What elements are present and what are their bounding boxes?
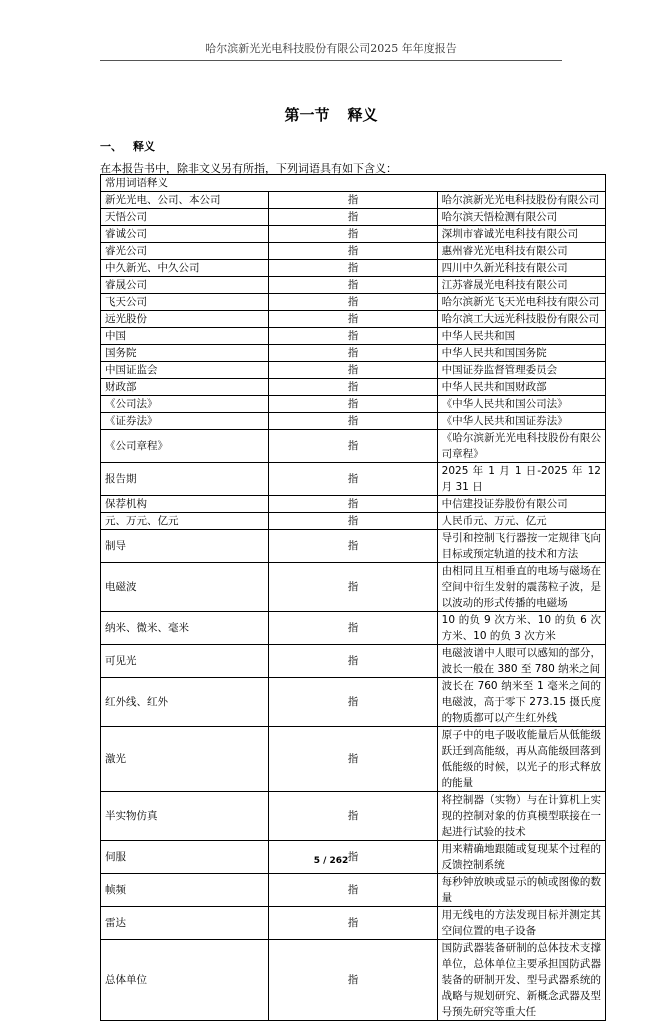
table-row xyxy=(101,792,606,841)
mid-cell: 指 xyxy=(269,612,437,645)
definition-cell: 江苏睿晟光电科技有限公司 xyxy=(437,277,605,294)
mid-cell: 指 xyxy=(269,345,437,362)
definition-cell: 波长在 760 纳米至 1 毫米之间的电磁波，高于零下 273.15 摄氏度的物质都可以产生红外线 xyxy=(437,678,605,727)
table-row xyxy=(101,260,606,277)
definition-cell: 哈尔滨天悟检测有限公司 xyxy=(437,209,605,226)
definition-cell: 中华人民共和国国务院 xyxy=(437,345,605,362)
table-row xyxy=(101,563,606,612)
term-cell: 《公司法》 xyxy=(101,396,269,413)
mid-cell: 指 xyxy=(269,645,437,678)
definition-cell: 中国证券监督管理委员会 xyxy=(437,362,605,379)
term-cell: 《证券法》 xyxy=(101,413,269,430)
term-cell: 雷达 xyxy=(101,907,269,940)
definition-cell: 《哈尔滨新光光电科技股份有限公司章程》 xyxy=(437,430,605,463)
definition-cell: 由相同且互相垂直的电场与磁场在空间中衍生发射的震荡粒子波，是以波动的形式传播的电磁场 xyxy=(437,563,605,612)
table-row xyxy=(101,413,606,430)
mid-cell: 指 xyxy=(269,841,437,874)
table-row xyxy=(101,277,606,294)
term-cell: 《公司章程》 xyxy=(101,430,269,463)
definition-cell: 10 的负 9 次方米、10 的负 6 次方米、10 的负 3 次方米 xyxy=(437,612,605,645)
term-cell: 国务院 xyxy=(101,345,269,362)
section-number: 第一节 xyxy=(284,106,330,124)
table-row xyxy=(101,874,606,907)
mid-cell: 指 xyxy=(269,413,437,430)
sub-heading-title: 释义 xyxy=(133,140,155,153)
table-row xyxy=(101,396,606,413)
table-row xyxy=(101,226,606,243)
section-title xyxy=(100,104,562,125)
definition-cell: 将控制器（实物）与在计算机上实现的控制对象的仿真模型联接在一起进行试验的技术 xyxy=(437,792,605,841)
term-cell: 半实物仿真 xyxy=(101,792,269,841)
page-number: 5 / 262 xyxy=(313,856,349,866)
term-cell: 电磁波 xyxy=(101,563,269,612)
mid-cell: 指 xyxy=(269,430,437,463)
table-header: 常用词语释义 xyxy=(101,175,606,192)
term-cell: 飞天公司 xyxy=(101,294,269,311)
definition-cell: 导引和控制飞行器按一定规律飞向目标或预定轨道的技术和方法 xyxy=(437,530,605,563)
definition-cell: 人民币元、万元、亿元 xyxy=(437,513,605,530)
mid-cell: 指 xyxy=(269,496,437,513)
table-row xyxy=(101,430,606,463)
mid-cell: 指 xyxy=(269,192,437,209)
term-cell: 可见光 xyxy=(101,645,269,678)
definitions-table xyxy=(100,174,606,1021)
definition-cell: 每秒钟放映或显示的帧或图像的数量 xyxy=(437,874,605,907)
table-row xyxy=(101,294,606,311)
definition-cell: 2025 年 1 月 1 日-2025 年 12 月 31 日 xyxy=(437,463,605,496)
term-cell: 红外线、红外 xyxy=(101,678,269,727)
term-cell: 睿诚公司 xyxy=(101,226,269,243)
table-row xyxy=(101,243,606,260)
definition-cell: 《中华人民共和国公司法》 xyxy=(437,396,605,413)
term-cell: 纳米、微米、毫米 xyxy=(101,612,269,645)
definition-cell: 深圳市睿诚光电科技有限公司 xyxy=(437,226,605,243)
mid-cell: 指 xyxy=(269,563,437,612)
definition-cell: 中华人民共和国 xyxy=(437,328,605,345)
mid-cell: 指 xyxy=(269,328,437,345)
table-row xyxy=(101,345,606,362)
table-row xyxy=(101,192,606,209)
table-row xyxy=(101,496,606,513)
table-row xyxy=(101,328,606,345)
term-cell: 新光光电、公司、本公司 xyxy=(101,192,269,209)
term-cell: 保荐机构 xyxy=(101,496,269,513)
mid-cell: 指 xyxy=(269,907,437,940)
mid-cell: 指 xyxy=(269,678,437,727)
definition-cell: 四川中久新光科技有限公司 xyxy=(437,260,605,277)
table-row xyxy=(101,379,606,396)
section-name: 释义 xyxy=(347,106,378,124)
definition-cell: 用无线电的方法发现目标并测定其空间位置的电子设备 xyxy=(437,907,605,940)
mid-cell: 指 xyxy=(269,311,437,328)
definition-cell: 原子中的电子吸收能量后从低能级跃迁到高能级，再从高能级回落到低能级的时候，以光子的形式释放的能量 xyxy=(437,727,605,792)
term-cell: 报告期 xyxy=(101,463,269,496)
definition-cell: 哈尔滨新光飞天光电科技有限公司 xyxy=(437,294,605,311)
term-cell: 中久新光、中久公司 xyxy=(101,260,269,277)
table-row xyxy=(101,530,606,563)
sub-heading xyxy=(100,138,155,154)
table-row xyxy=(101,727,606,792)
page-header: 哈尔滨新光光电科技股份有限公司2025 年年度报告 xyxy=(205,42,457,55)
mid-cell: 指 xyxy=(269,727,437,792)
mid-cell: 指 xyxy=(269,530,437,563)
definition-cell: 惠州睿光光电科技有限公司 xyxy=(437,243,605,260)
mid-cell: 指 xyxy=(269,277,437,294)
mid-cell: 指 xyxy=(269,379,437,396)
definition-cell: 哈尔滨新光光电科技股份有限公司 xyxy=(437,192,605,209)
table-row xyxy=(101,940,606,1021)
table-header-row xyxy=(101,175,606,192)
definition-cell: 电磁波谱中人眼可以感知的部分，波长一般在 380 至 780 纳米之间 xyxy=(437,645,605,678)
definition-cell: 《中华人民共和国证券法》 xyxy=(437,413,605,430)
definition-cell: 国防武器装备研制的总体技术支撑单位，总体单位主要承担国防武器装备的研制开发、型号武器系统的战略与规划研究、新概念武器及型号预先研究等重大任 xyxy=(437,940,605,1021)
mid-cell: 指 xyxy=(269,209,437,226)
table-row xyxy=(101,311,606,328)
table-row xyxy=(101,463,606,496)
mid-cell: 指 xyxy=(269,874,437,907)
term-cell: 激光 xyxy=(101,727,269,792)
sub-heading-number: 一、 xyxy=(100,140,122,153)
term-cell: 制导 xyxy=(101,530,269,563)
table-row xyxy=(101,209,606,226)
mid-cell: 指 xyxy=(269,243,437,260)
mid-cell: 指 xyxy=(269,362,437,379)
table-row xyxy=(101,645,606,678)
intro-text: 在本报告书中，除非文义另有所指，下列词语具有如下含义： xyxy=(100,162,397,175)
mid-cell: 指 xyxy=(269,226,437,243)
mid-cell: 指 xyxy=(269,396,437,413)
term-cell: 睿晟公司 xyxy=(101,277,269,294)
table-row xyxy=(101,362,606,379)
mid-cell: 指 xyxy=(269,940,437,1021)
definition-cell: 哈尔滨工大远光科技股份有限公司 xyxy=(437,311,605,328)
table-row xyxy=(101,513,606,530)
table-row xyxy=(101,678,606,727)
mid-cell: 指 xyxy=(269,513,437,530)
mid-cell: 指 xyxy=(269,463,437,496)
table-row xyxy=(101,907,606,940)
definition-cell: 用来精确地跟随或复现某个过程的反馈控制系统 xyxy=(437,841,605,874)
mid-cell: 指 xyxy=(269,792,437,841)
header-divider xyxy=(100,60,562,61)
definition-cell: 中华人民共和国财政部 xyxy=(437,379,605,396)
term-cell: 睿光公司 xyxy=(101,243,269,260)
mid-cell: 指 xyxy=(269,294,437,311)
mid-cell: 指 xyxy=(269,260,437,277)
term-cell: 元、万元、亿元 xyxy=(101,513,269,530)
term-cell: 伺服 xyxy=(101,841,269,874)
definition-cell: 中信建投证券股份有限公司 xyxy=(437,496,605,513)
term-cell: 帧频 xyxy=(101,874,269,907)
term-cell: 远光股份 xyxy=(101,311,269,328)
term-cell: 天悟公司 xyxy=(101,209,269,226)
table-row xyxy=(101,612,606,645)
term-cell: 总体单位 xyxy=(101,940,269,1021)
term-cell: 财政部 xyxy=(101,379,269,396)
term-cell: 中国 xyxy=(101,328,269,345)
term-cell: 中国证监会 xyxy=(101,362,269,379)
